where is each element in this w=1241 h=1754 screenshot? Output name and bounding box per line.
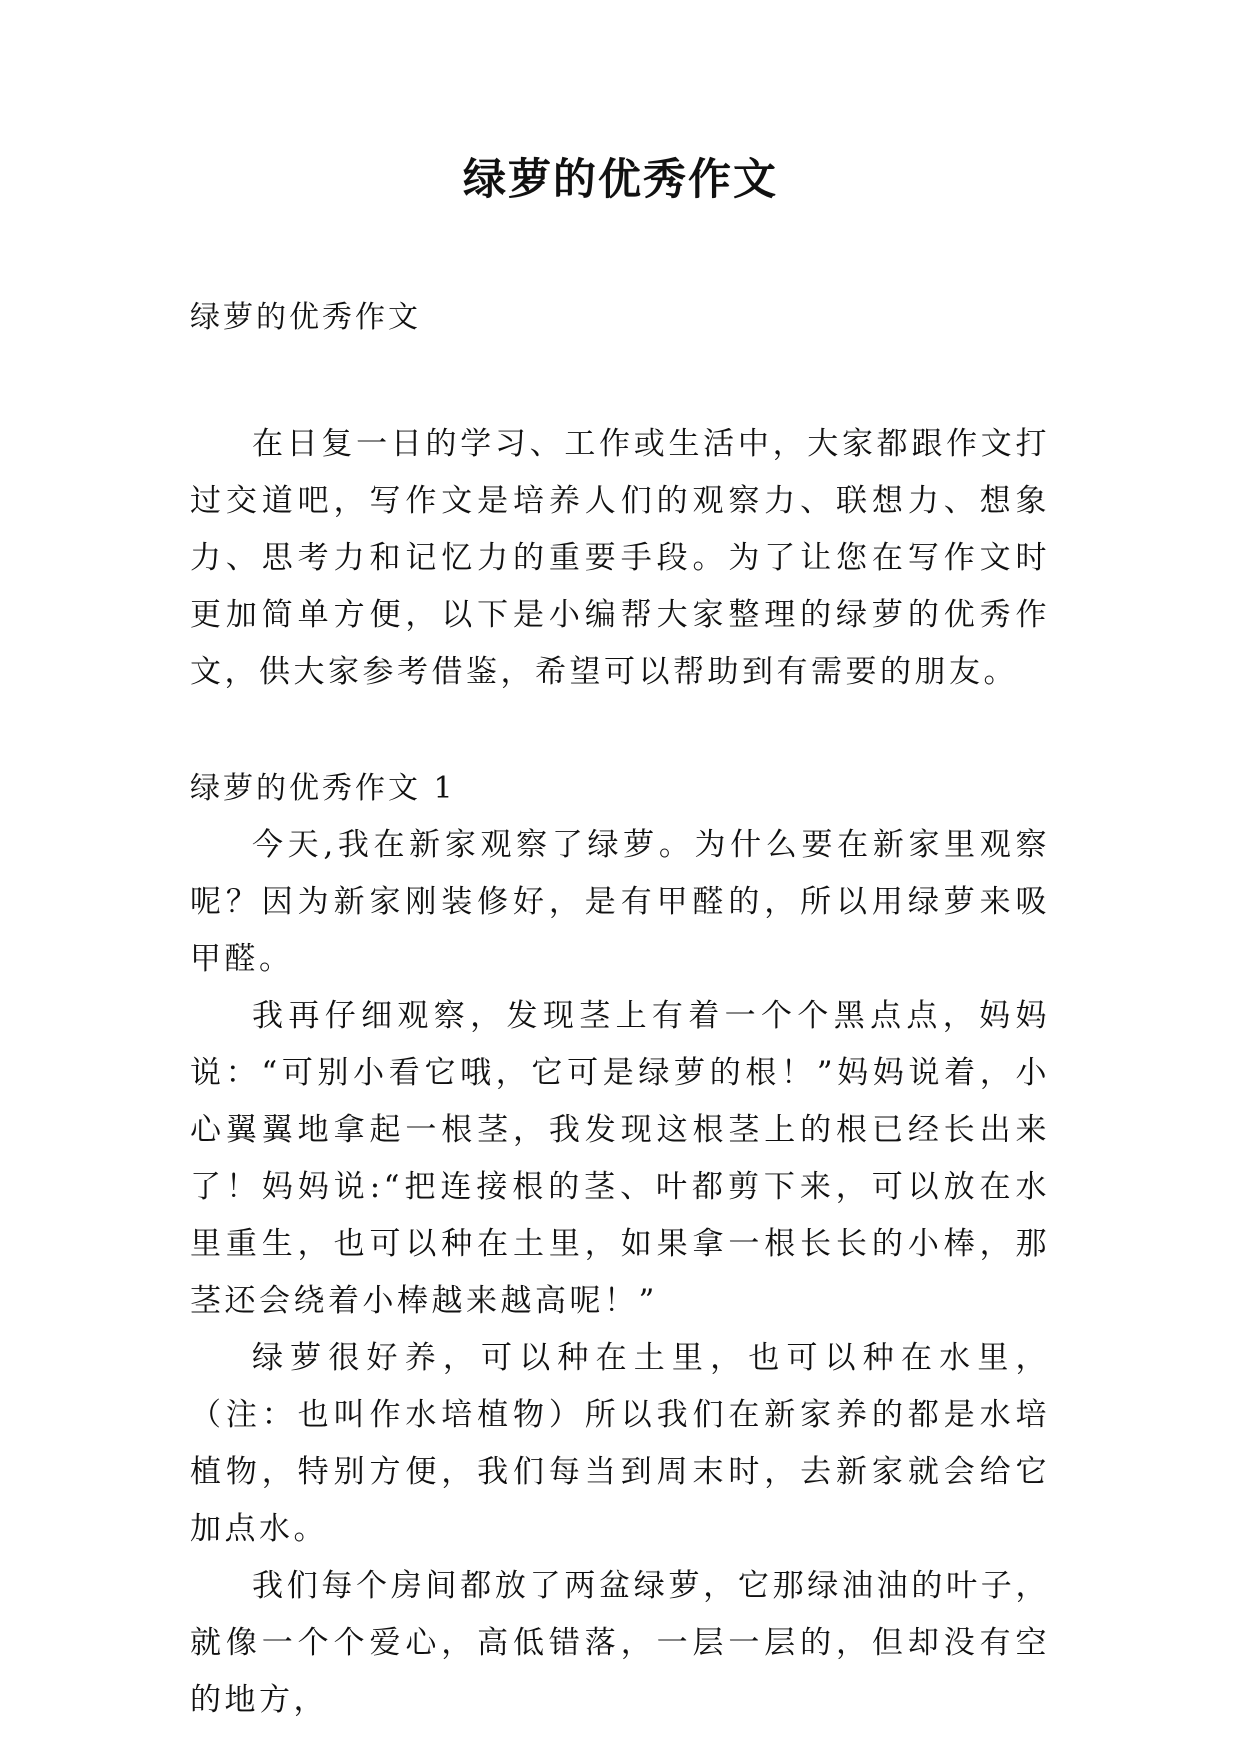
body-paragraph: 我再仔细观察，发现茎上有着一个个黑点点，妈妈说：“可别小看它哦，它可是绿萝的根！”妈妈说着，小心翼翼地拿起一根茎，我发现这根茎上的根已经长出来了！妈妈说:“把连接根的茎、叶都剪下来，可以放在水里重生，也可以种在土里，如果拿一根长长的小棒，那茎还会绕着小棒越来越高呢！” [190,998,1050,1319]
body-paragraph: 今天,我在新家观察了绿萝。为什么要在新家里观察呢？因为新家刚装修好，是有甲醛的，所以用绿萝来吸甲醛。 [190,827,1050,977]
intro-paragraph: 在日复一日的学习、工作或生活中，大家都跟作文打过交道吧，写作文是培养人们的观察力、联想力、想象力、思考力和记忆力的重要手段。为了让您在写作文时更加简单方便，以下是小编帮大家整理的绿萝的优秀作文，供大家参考借鉴，希望可以帮助到有需要的朋友。 [190,426,1050,690]
document-body [190,290,1050,1729]
body-paragraph: 绿萝很好养，可以种在土里，也可以种在水里，（注：也叫作水培植物）所以我们在新家养的都是水培植物，特别方便，我们每当到周末时，去新家就会给它加点水。 [190,1340,1050,1547]
section-heading: 绿萝的优秀作文 1 [190,771,456,806]
spacer [190,346,1050,416]
spacer [190,701,1050,761]
document-subtitle: 绿萝的优秀作文 [190,300,421,335]
document-title: 绿萝的优秀作文 [463,155,778,205]
body-paragraph: 我们每个房间都放了两盆绿萝，它那绿油油的叶子，就像一个个爱心，高低错落，一层一层的，但却没有空的地方， [190,1568,1050,1718]
